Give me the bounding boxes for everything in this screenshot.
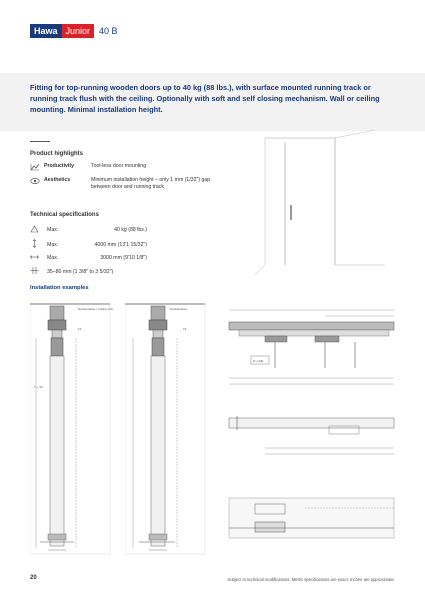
page-number: 20 [30,575,37,581]
thickness-icon [30,266,47,277]
headline: Fitting for top-running wooden doors up to 40 kg (88 lbs.), with surface mounted running track or running track flush with the ceiling. Optionally with soft and self closing mechanism. Wall or ceiling mounting. Minimal installation height. [30,83,380,114]
spec-row [30,253,147,263]
weight-icon [30,225,47,235]
spec-key: Max. [47,227,59,233]
highlight-row [30,177,231,191]
section-diagram-flush [125,298,210,564]
dimension-label: 15 [183,327,187,331]
highlight-label: Productivity [44,163,74,169]
width-icon [30,253,47,263]
spec-row [30,225,147,235]
installation-title: Installation examples [30,285,89,291]
brand-model: 40 B [99,26,118,36]
spec-value: 4000 mm (13'1 15/32") [94,241,147,248]
spec-value: 40 kg (88 lbs.) [114,227,147,233]
spec-value: 3000 mm (9'10 1/8") [100,255,147,261]
ceiling-strip-label: Deckenleiste / Ceiling strip [78,307,114,311]
spec-key: Max. [47,255,59,261]
brand-logo [30,24,118,38]
elevation-diagram [225,298,400,564]
productivity-icon [30,163,44,173]
section-divider [30,141,50,142]
dimension-label: 8 (+3/8) [253,359,264,363]
highlight-label: Aesthetics [44,177,71,183]
highlight-text: Minimum installation height – only 1 mm (1/32") gap between door and running track [91,177,211,190]
highlight-text: Tool-less door mounting [91,163,147,169]
spec-row [30,239,147,250]
spec-key: Max. [47,241,59,248]
spec-value: 35–80 mm (1 3/8" to 3 5/32") [47,268,114,275]
dimension-label: T + 33 [34,385,43,389]
brand-series: Junior [62,24,95,38]
footer-note: Subject to technical modifications. Metric specifications are exact. Inches are approximate. [227,577,395,582]
ceiling-strip-label: Deckenleiste [170,307,188,311]
dimension-label: 12 [78,327,82,331]
brand-name: Hawa [30,24,62,38]
height-icon [30,239,47,250]
highlights-title: Product highlights [30,151,83,157]
aesthetics-icon [30,177,44,191]
highlight-row [30,163,231,173]
section-diagram-surface [30,298,115,564]
specs-title: Technical specifications [30,212,99,218]
door-illustration [255,130,395,275]
spec-row [30,266,157,277]
